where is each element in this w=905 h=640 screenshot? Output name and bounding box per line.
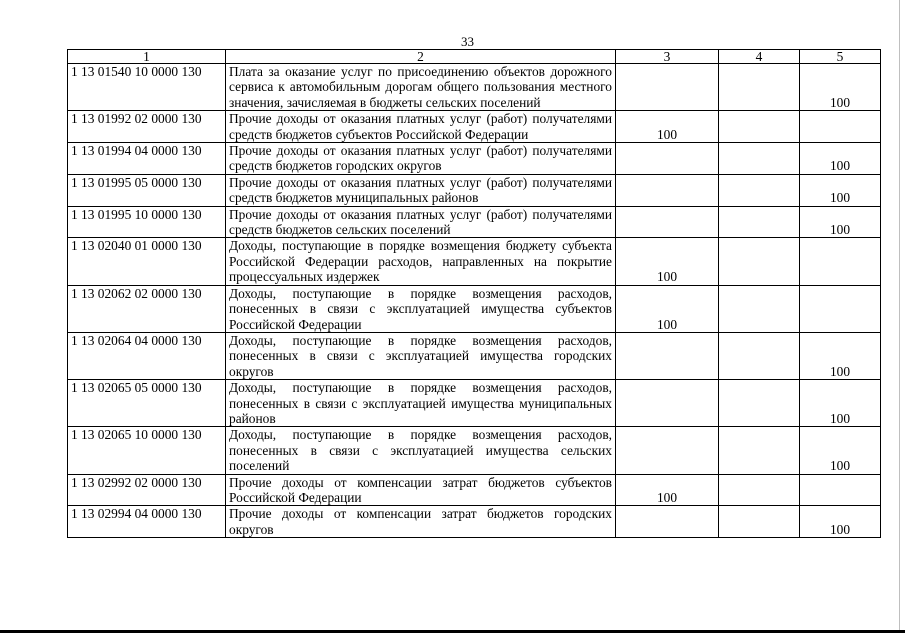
row-code-cell: 1 13 02065 05 0000 130 — [68, 380, 226, 427]
row-col3-value — [616, 64, 719, 111]
row-col3-value: 100 — [616, 111, 719, 143]
row-col4-value — [719, 506, 800, 538]
row-code-cell: 1 13 01995 10 0000 130 — [68, 206, 226, 238]
table-row — [68, 238, 881, 285]
row-description-cell: Доходы, поступающие в порядке возмещения бюджету субъекта Российской Федерации расходов, направленных на покрытие процессуальных издержек — [226, 238, 616, 285]
table-row — [68, 143, 881, 175]
row-description-cell: Прочие доходы от оказания платных услуг (работ) получателями средств бюджетов сельских поселений — [226, 206, 616, 238]
row-col4-value — [719, 474, 800, 506]
row-description-cell: Прочие доходы от компенсации затрат бюджетов городских округов — [226, 506, 616, 538]
row-code-cell: 1 13 02992 02 0000 130 — [68, 474, 226, 506]
header-col-1: 1 — [68, 50, 226, 64]
row-code-cell: 1 13 01992 02 0000 130 — [68, 111, 226, 143]
table-row — [68, 111, 881, 143]
header-col-4: 4 — [719, 50, 800, 64]
row-col5-value — [800, 474, 881, 506]
row-col5-value: 100 — [800, 64, 881, 111]
row-description-cell: Прочие доходы от оказания платных услуг (работ) получателями средств бюджетов городских округов — [226, 143, 616, 175]
row-col3-value — [616, 427, 719, 474]
budget-revenue-table — [67, 49, 881, 538]
row-code-cell: 1 13 01995 05 0000 130 — [68, 174, 226, 206]
row-col4-value — [719, 206, 800, 238]
row-code-cell: 1 13 01540 10 0000 130 — [68, 64, 226, 111]
row-description-cell: Доходы, поступающие в порядке возмещения расходов, понесенных в связи с эксплуатацией имущества сельских поселений — [226, 427, 616, 474]
row-col4-value — [719, 111, 800, 143]
page-number: 33 — [461, 34, 474, 49]
row-col3-value — [616, 380, 719, 427]
row-col5-value — [800, 285, 881, 332]
row-col5-value: 100 — [800, 206, 881, 238]
row-col3-value — [616, 143, 719, 175]
row-col4-value — [719, 143, 800, 175]
header-col-2: 2 — [226, 50, 616, 64]
row-col4-value — [719, 64, 800, 111]
row-col4-value — [719, 285, 800, 332]
row-col4-value — [719, 380, 800, 427]
row-col4-value — [719, 332, 800, 379]
row-col3-value — [616, 332, 719, 379]
row-description-cell: Доходы, поступающие в порядке возмещения расходов, понесенных в связи с эксплуатацией имущества муниципальных районов — [226, 380, 616, 427]
header-col-5: 5 — [800, 50, 881, 64]
table-header-row — [68, 50, 881, 64]
row-col3-value: 100 — [616, 474, 719, 506]
table-row — [68, 427, 881, 474]
row-description-cell: Прочие доходы от оказания платных услуг (работ) получателями средств бюджетов субъектов Российской Федерации — [226, 111, 616, 143]
row-code-cell: 1 13 02062 02 0000 130 — [68, 285, 226, 332]
row-code-cell: 1 13 02994 04 0000 130 — [68, 506, 226, 538]
row-col3-value — [616, 174, 719, 206]
row-code-cell: 1 13 02040 01 0000 130 — [68, 238, 226, 285]
row-col4-value — [719, 238, 800, 285]
table-row — [68, 174, 881, 206]
row-col5-value: 100 — [800, 506, 881, 538]
table-row — [68, 206, 881, 238]
row-col5-value: 100 — [800, 332, 881, 379]
row-description-cell: Плата за оказание услуг по присоединению объектов дорожного сервиса к автомобильным дорогам общего пользования местного значения, зачисляемая в бюджеты сельских поселений — [226, 64, 616, 111]
table-row — [68, 474, 881, 506]
row-description-cell: Доходы, поступающие в порядке возмещения расходов, понесенных в связи с эксплуатацией имущества городских округов — [226, 332, 616, 379]
row-col3-value: 100 — [616, 285, 719, 332]
table-row — [68, 285, 881, 332]
row-description-cell: Доходы, поступающие в порядке возмещения расходов, понесенных в связи с эксплуатацией имущества субъектов Российской Федерации — [226, 285, 616, 332]
page-edge-bottom — [0, 630, 905, 633]
row-description-cell: Прочие доходы от оказания платных услуг (работ) получателями средств бюджетов муниципальных районов — [226, 174, 616, 206]
row-col5-value: 100 — [800, 427, 881, 474]
row-code-cell: 1 13 02065 10 0000 130 — [68, 427, 226, 474]
header-col-3: 3 — [616, 50, 719, 64]
row-description-cell: Прочие доходы от компенсации затрат бюджетов субъектов Российской Федерации — [226, 474, 616, 506]
row-col5-value — [800, 238, 881, 285]
row-col3-value: 100 — [616, 238, 719, 285]
table-row — [68, 380, 881, 427]
row-col5-value — [800, 111, 881, 143]
row-code-cell: 1 13 01994 04 0000 130 — [68, 143, 226, 175]
row-code-cell: 1 13 02064 04 0000 130 — [68, 332, 226, 379]
table-row — [68, 332, 881, 379]
row-col5-value: 100 — [800, 380, 881, 427]
table-row — [68, 64, 881, 111]
page-edge-right — [899, 0, 900, 630]
row-col5-value: 100 — [800, 174, 881, 206]
row-col4-value — [719, 427, 800, 474]
row-col3-value — [616, 506, 719, 538]
table-row — [68, 506, 881, 538]
row-col3-value — [616, 206, 719, 238]
row-col5-value: 100 — [800, 143, 881, 175]
row-col4-value — [719, 174, 800, 206]
